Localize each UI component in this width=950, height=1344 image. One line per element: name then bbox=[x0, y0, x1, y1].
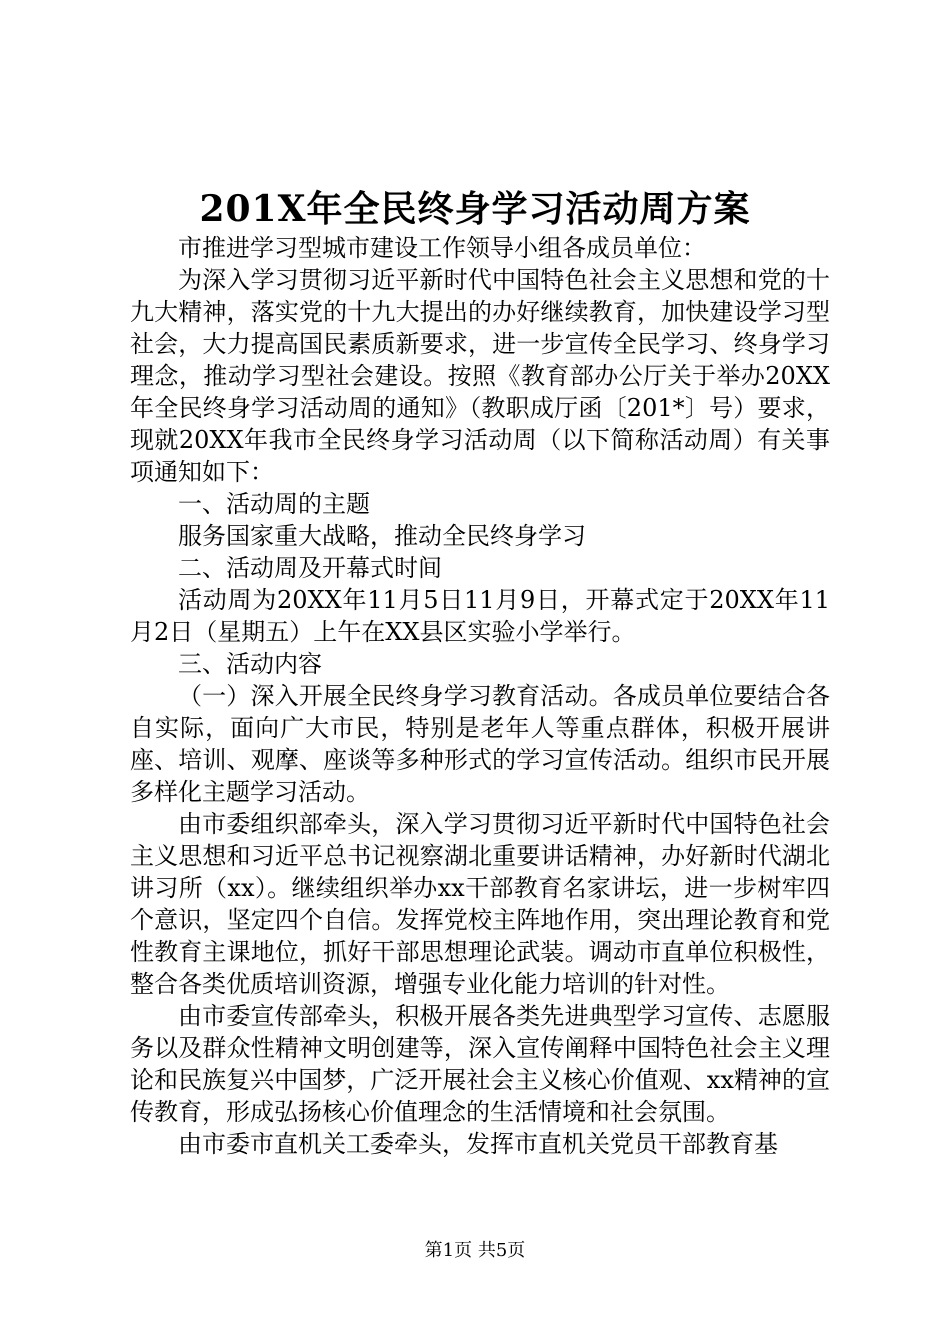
document-title: 201X年全民终身学习活动周方案 bbox=[199, 188, 751, 230]
section-heading-content: 三、活动内容 bbox=[178, 650, 322, 678]
paragraph-theme: 服务国家重大战略，推动全民终身学习 bbox=[178, 522, 586, 550]
paragraph-salutation: 市推进学习型城市建设工作领导小组各成员单位： bbox=[178, 234, 706, 262]
document-body bbox=[130, 232, 830, 1160]
paragraph-content-3: 由市委宣传部牵头，积极开展各类先进典型学习宣传、志愿服务以及群众性精神文明创建等，深入宣传阐释中国特色社会主义理论和民族复兴中国梦，广泛开展社会主义核心价值观、xx精神的宣传教育，形成弘扬核心价值理念的生活情境和社会氛围。 bbox=[130, 1002, 830, 1126]
section-heading-time: 二、活动周及开幕式时间 bbox=[178, 554, 442, 582]
paragraph-time: 活动周为20XX年11月5日11月9日，开幕式定于20XX年11月2日（星期五）上午在XX县区实验小学举行。 bbox=[130, 586, 830, 646]
paragraph-content-2: 由市委组织部牵头，深入学习贯彻习近平新时代中国特色社会主义思想和习近平总书记视察湖北重要讲话精神，办好新时代湖北讲习所（xx）。继续组织举办xx干部教育名家讲坛，进一步树牢四个意识，坚定四个自信。发挥党校主阵地作用，突出理论教育和党性教育主课地位，抓好干部思想理论武装。调动市直单位积极性，整合各类优质培训资源，增强专业化能力培训的针对性。 bbox=[130, 810, 830, 998]
page-footer: 第1页 共5页 bbox=[424, 1240, 526, 1261]
paragraph-intro: 为深入学习贯彻习近平新时代中国特色社会主义思想和党的十九大精神，落实党的十九大提出的办好继续教育，加快建设学习型社会，大力提高国民素质新要求，进一步宣传全民学习、终身学习理念，推动学习型社会建设。按照《教育部办公厅关于举办20XX年全民终身学习活动周的通知》（教职成厅函〔201*〕号）要求，现就20XX年我市全民终身学习活动周（以下简称活动周）有关事项通知如下： bbox=[130, 266, 830, 486]
paragraph-content-4: 由市委市直机关工委牵头，发挥市直机关党员干部教育基 bbox=[178, 1130, 778, 1158]
section-heading-theme: 一、活动周的主题 bbox=[178, 490, 370, 518]
paragraph-content-1: （一）深入开展全民终身学习教育活动。各成员单位要结合各自实际，面向广大市民，特别是老年人等重点群体，积极开展讲座、培训、观摩、座谈等多种形式的学习宣传活动。组织市民开展多样化主题学习活动。 bbox=[130, 682, 830, 806]
